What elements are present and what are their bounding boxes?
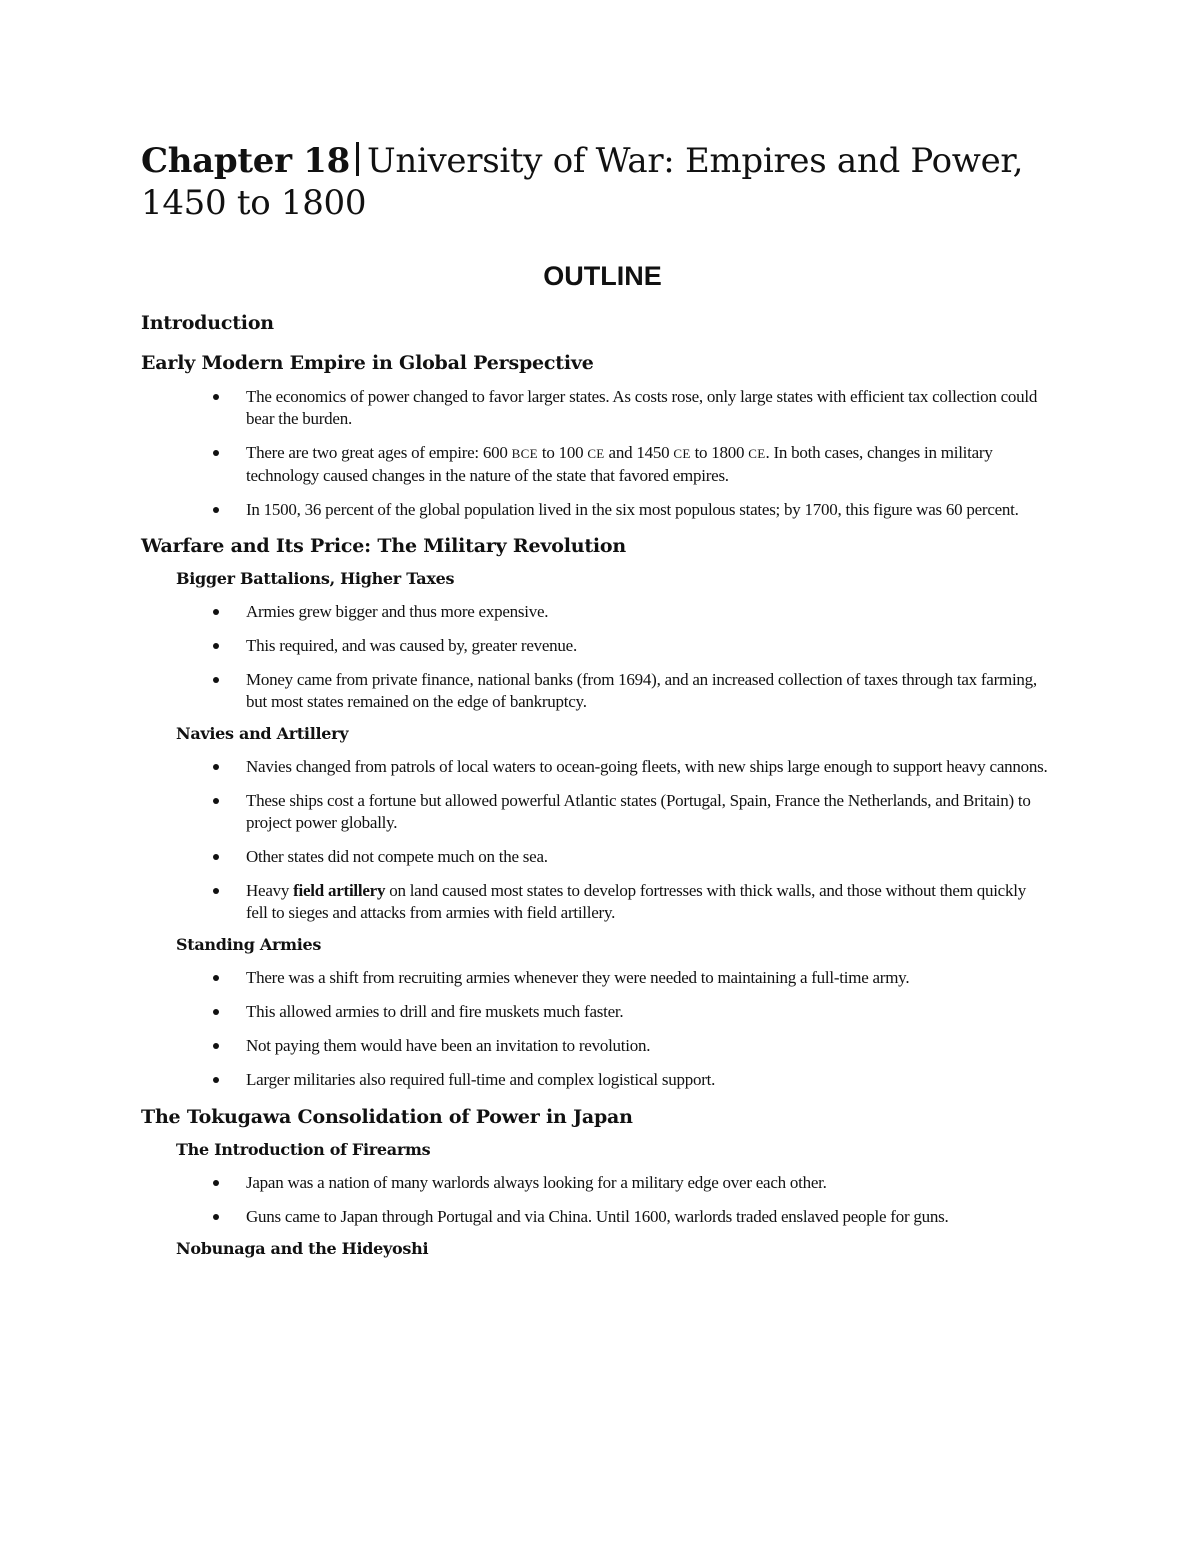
list-item: [141, 669, 1050, 713]
bullet-icon: [213, 643, 219, 649]
list-item: [141, 635, 1050, 657]
bullet-icon: [213, 1180, 219, 1186]
subheading-nobunaga: Nobunaga and the Hideyoshi: [176, 1239, 429, 1258]
bullet-icon: [213, 1077, 219, 1083]
early-modern-bullets: [141, 386, 1050, 521]
bullet-text-part: . In both cases, changes in military technology caused changes in the nature of the state that favored empires.: [246, 443, 993, 485]
era-abbrev: CE: [673, 446, 691, 461]
bullet-text: Larger militaries also required full-time and complex logistical support.: [246, 1070, 716, 1089]
list-item: [141, 499, 1050, 521]
bullet-icon: [213, 677, 219, 683]
bullet-text: [246, 443, 993, 485]
bullet-icon: [213, 1043, 219, 1049]
bullet-icon: [213, 609, 219, 615]
list-item: [141, 790, 1050, 834]
bullet-text-part: Heavy: [246, 881, 294, 900]
bullet-icon: [213, 798, 219, 804]
subheading-navies-artillery: Navies and Artillery: [176, 724, 349, 743]
bullet-text-part: and 1450: [604, 443, 674, 462]
bullet-icon: [213, 888, 219, 894]
bullet-text: This required, and was caused by, greater revenue.: [246, 636, 577, 655]
list-item: [141, 386, 1050, 430]
list-item: [141, 1069, 1050, 1091]
list-item: [141, 601, 1050, 623]
outline-heading: OUTLINE: [543, 261, 662, 291]
key-term: field artillery: [293, 881, 386, 900]
bullet-text: Navies changed from patrols of local waters to ocean-going fleets, with new ships large enough to support heavy cannons.: [246, 757, 1048, 776]
bullet-icon: [213, 450, 219, 456]
firearms-bullets: [141, 1172, 1050, 1228]
list-item: [141, 967, 1050, 989]
list-item: [141, 1001, 1050, 1023]
subheading-bigger-battalions: Bigger Battalions, Higher Taxes: [176, 569, 455, 588]
bullet-text: Armies grew bigger and thus more expensive.: [246, 602, 549, 621]
bullet-text-part: to 100: [537, 443, 588, 462]
list-item: [141, 1172, 1050, 1194]
bullet-icon: [213, 975, 219, 981]
chapter-title-line2: 1450 to 1800: [141, 183, 367, 223]
era-abbrev: CE: [748, 446, 766, 461]
list-item: [141, 442, 1050, 487]
era-abbrev: BCE: [511, 446, 538, 461]
heading-introduction: Introduction: [141, 312, 274, 334]
bullet-icon: [213, 507, 219, 513]
list-item: [141, 1035, 1050, 1057]
bullet-text: Money came from private finance, national banks (from 1694), and an increased collection of taxes through tax farming, but most states remained on the edge of bankruptcy.: [246, 670, 1037, 711]
list-item: [141, 880, 1050, 924]
list-item: [141, 1206, 1050, 1228]
bullet-text-part: on land caused most states to develop fortresses with thick walls, and those without them quickly fell to sieges and attacks from armies with field artillery.: [246, 881, 1026, 922]
bullet-text: [246, 881, 1026, 922]
bullet-icon: [213, 394, 219, 400]
bullet-text: Japan was a nation of many warlords always looking for a military edge over each other.: [246, 1173, 827, 1192]
navies-bullets: [141, 756, 1050, 924]
standing-armies-bullets: [141, 967, 1050, 1091]
heading-tokugawa: The Tokugawa Consolidation of Power in Japan: [141, 1106, 633, 1128]
subheading-firearms: The Introduction of Firearms: [176, 1140, 431, 1159]
bullet-icon: [213, 764, 219, 770]
list-item: [141, 756, 1050, 778]
bigger-battalions-bullets: [141, 601, 1050, 713]
chapter-title: [141, 140, 1050, 224]
bullet-text: There was a shift from recruiting armies whenever they were needed to maintaining a full-time army.: [246, 968, 910, 987]
bullet-text: Not paying them would have been an invitation to revolution.: [246, 1036, 651, 1055]
bullet-text: The economics of power changed to favor larger states. As costs rose, only large states with efficient tax collection could bear the burden.: [246, 387, 1038, 428]
bullet-text: This allowed armies to drill and fire muskets much faster.: [246, 1002, 624, 1021]
bullet-icon: [213, 1214, 219, 1220]
bullet-text: In 1500, 36 percent of the global population lived in the six most populous states; by 1700, this figure was 60 percent.: [246, 500, 1019, 519]
heading-warfare: Warfare and Its Price: The Military Revolution: [141, 535, 627, 557]
bullet-icon: [213, 1009, 219, 1015]
heading-early-modern-empire: Early Modern Empire in Global Perspective: [141, 352, 594, 374]
bullet-text: Other states did not compete much on the sea.: [246, 847, 548, 866]
bullet-text: Guns came to Japan through Portugal and via China. Until 1600, warlords traded enslaved people for guns.: [246, 1207, 949, 1226]
chapter-number: Chapter 18: [141, 141, 350, 181]
subheading-standing-armies: Standing Armies: [176, 935, 322, 954]
era-abbrev: CE: [587, 446, 605, 461]
title-separator: [356, 142, 359, 176]
bullet-text-part: to 1800: [690, 443, 749, 462]
list-item: [141, 846, 1050, 868]
bullet-icon: [213, 854, 219, 860]
bullet-text-part: There are two great ages of empire: 600: [246, 443, 512, 462]
bullet-text: These ships cost a fortune but allowed powerful Atlantic states (Portugal, Spain, France the Netherlands, and Britain) to project power globally.: [246, 791, 1031, 832]
chapter-title-line1: University of War: Empires and Power,: [367, 141, 1024, 181]
